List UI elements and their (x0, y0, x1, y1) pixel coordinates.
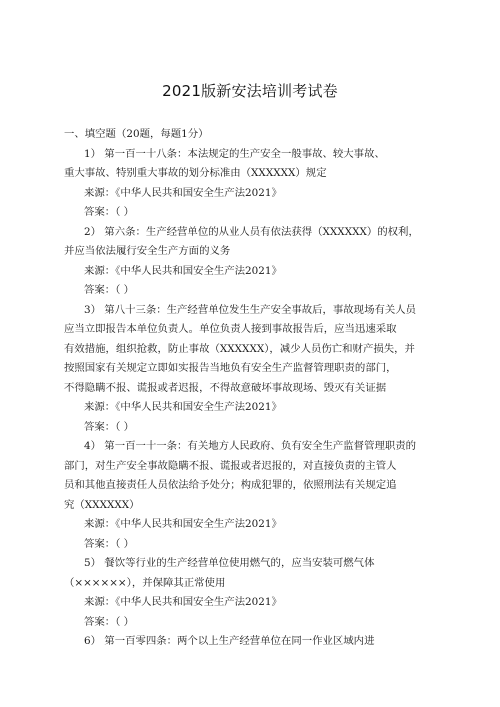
question-3-line-4: 按照国家有关规定立即如实报告当地负有安全生产监督管理职责的部门， (64, 362, 397, 374)
question-3-line-1: 3） 第八十三条：生产经营单位发生生产安全事故后，事故现场有关人员 (84, 303, 417, 316)
question-4-line-4: 究（XXXXXX） (64, 498, 140, 511)
document-title: 2021版新安法培训考试卷 (162, 82, 338, 100)
question-2-line-1: 2） 第六条：生产经营单位的从业人员有依法获得（XXXXXX）的权利， (84, 225, 419, 238)
question-4-line-3: 员和其他直接责任人员依法给予处分；构成犯罪的，依照刑法有关规定追 (64, 479, 397, 491)
question-5-line-1: 5） 餐饮等行业的生产经营单位使用燃气的，应当安装可燃气体 (84, 557, 375, 569)
question-3-line-5: 不得隐瞒不报、谎报或者迟报，不得故意破坏事故现场、毁灭有关证据 (64, 381, 387, 394)
question-4-line-1: 4） 第一百一十一条：有关地方人民政府、负有安全生产监督管理职责的 (84, 440, 417, 452)
question-6-line-1: 6） 第一百零四条：两个以上生产经营单位在同一作业区域内进 (84, 635, 375, 647)
question-3-answer: 答案：（ ） (84, 420, 135, 433)
question-1-line-2: 重大事故、特别重大事故的划分标准由（XXXXXX）规定 (64, 167, 327, 179)
question-4-answer: 答案：（ ） (84, 537, 135, 550)
question-3-source: 来源：《中华人民共和国安全生产法2021》 (84, 401, 282, 413)
question-1-answer: 答案：（ ） (84, 206, 135, 218)
question-4-source: 来源：《中华人民共和国安全生产法2021》 (84, 518, 282, 530)
question-2-line-2: 并应当依法履行安全生产方面的义务 (64, 245, 231, 257)
question-3-line-2: 应当立即报告本单位负责人。单位负责人接到事故报告后，应当迅速采取 (64, 323, 397, 335)
question-5-answer: 答案：（ ） (84, 615, 135, 628)
question-1-source: 来源：《中华人民共和国安全生产法2021》 (84, 186, 282, 199)
question-1-line-1: 1） 第一百一十八条：本法规定的生产安全一般事故、较大事故、 (84, 147, 385, 160)
question-3-line-3: 有效措施，组织抢救，防止事故（XXXXXX），减少人员伤亡和财产损失，并 (64, 342, 415, 355)
question-2-source: 来源：《中华人民共和国安全生产法2021》 (84, 264, 282, 277)
question-5-line-2: （××××××），并保障其正常使用 (64, 576, 226, 589)
question-4-line-2: 部门，对生产安全事故隐瞒不报、谎报或者迟报的，对直接负责的主管人 (64, 459, 397, 472)
question-5-source: 来源：《中华人民共和国安全生产法2021》 (84, 596, 282, 608)
question-2-answer: 答案：（ ） (84, 284, 135, 296)
section-heading: 一、填空题（20题，每题1分） (64, 128, 209, 140)
question-list (64, 125, 436, 652)
